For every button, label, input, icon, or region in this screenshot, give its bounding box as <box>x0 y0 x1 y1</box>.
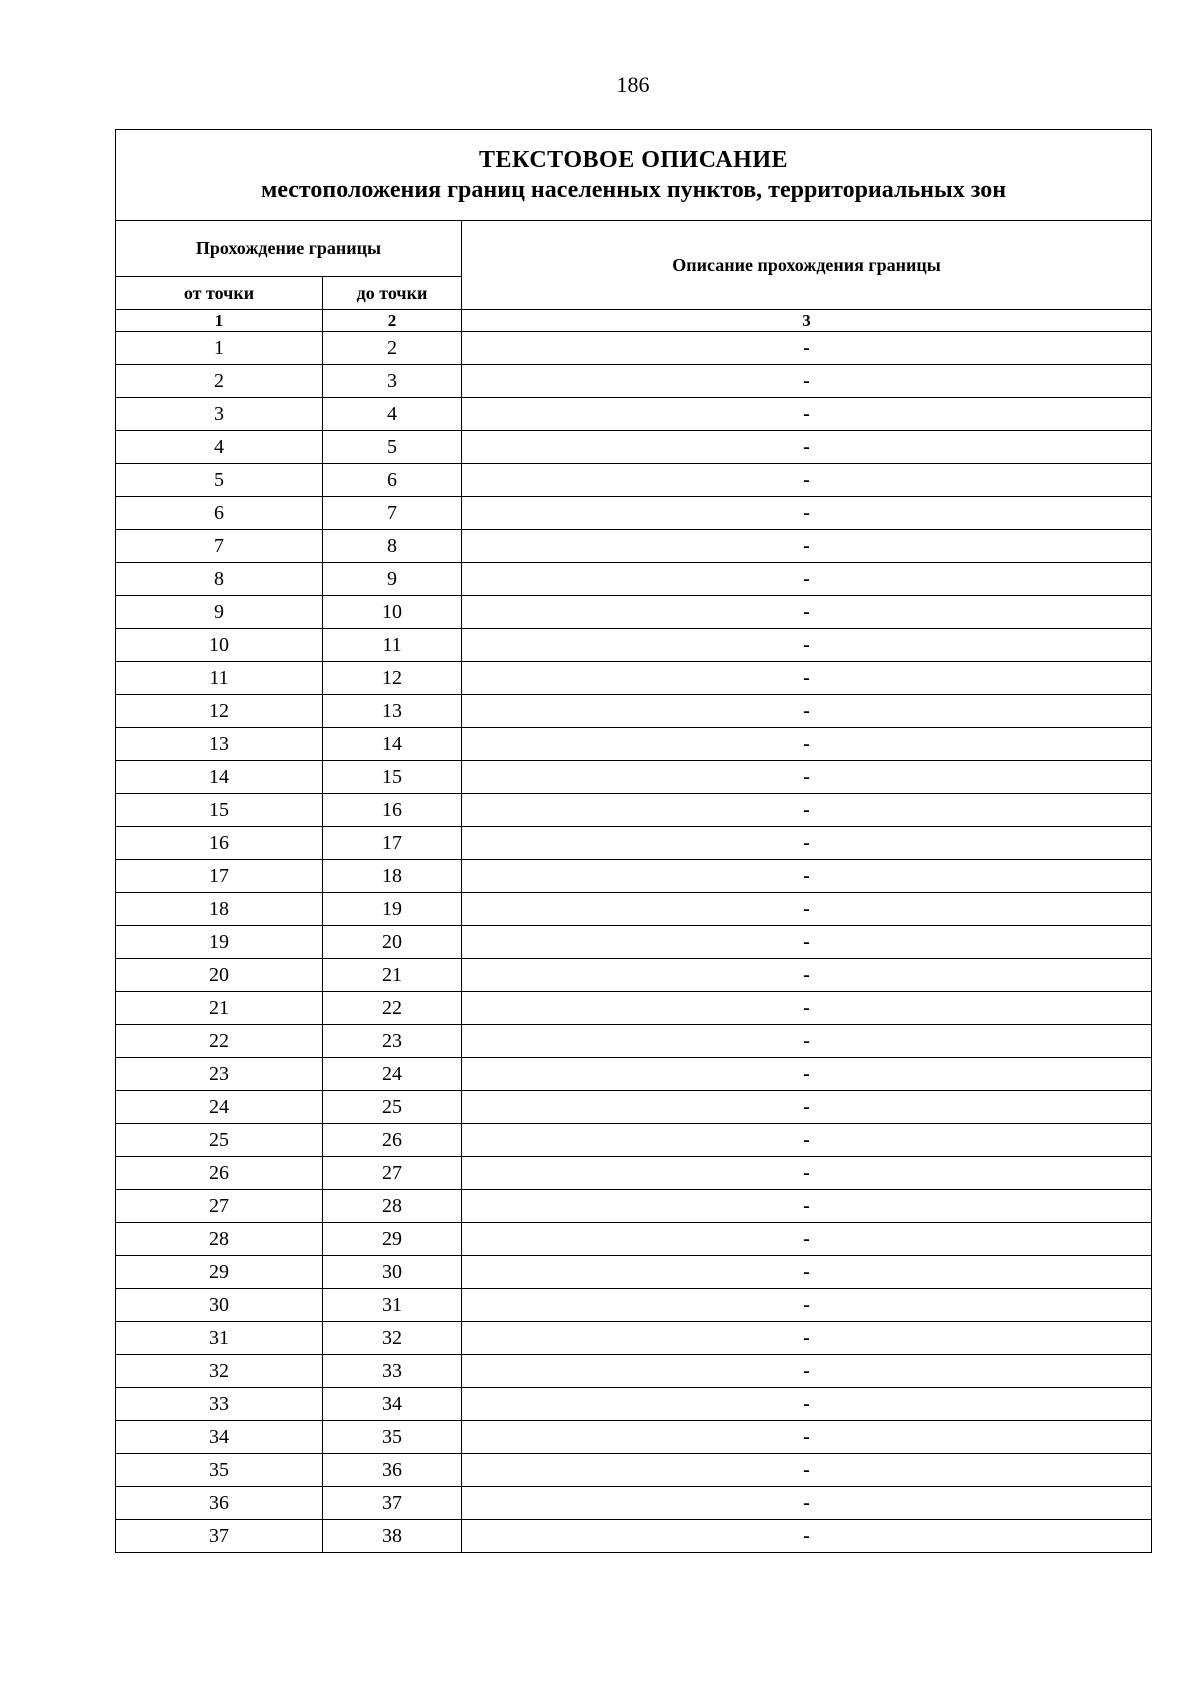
description-cell: - <box>462 1355 1152 1388</box>
table-row <box>116 332 1152 365</box>
table-row <box>116 1124 1152 1157</box>
boundary-table <box>115 129 1152 1553</box>
description-cell: - <box>462 365 1152 398</box>
table-row <box>116 1157 1152 1190</box>
description-cell: - <box>462 662 1152 695</box>
to-point-cell: 14 <box>323 728 462 761</box>
to-point-cell: 8 <box>323 530 462 563</box>
from-point-cell: 4 <box>116 431 323 464</box>
description-cell: - <box>462 1388 1152 1421</box>
to-point-cell: 16 <box>323 794 462 827</box>
description-cell: - <box>462 1091 1152 1124</box>
from-point-cell: 28 <box>116 1223 323 1256</box>
table-title-cell <box>116 130 1152 221</box>
table-row <box>116 728 1152 761</box>
table-row <box>116 662 1152 695</box>
description-cell: - <box>462 1421 1152 1454</box>
description-cell: - <box>462 431 1152 464</box>
from-point-cell: 17 <box>116 860 323 893</box>
to-point-cell: 9 <box>323 563 462 596</box>
table-row <box>116 365 1152 398</box>
table-row <box>116 1388 1152 1421</box>
description-cell: - <box>462 464 1152 497</box>
to-point-cell: 4 <box>323 398 462 431</box>
description-cell: - <box>462 794 1152 827</box>
description-cell: - <box>462 596 1152 629</box>
table-row <box>116 497 1152 530</box>
table-row <box>116 761 1152 794</box>
description-cell: - <box>462 332 1152 365</box>
document-subtitle: местоположения границ населенных пунктов, территориальных зон <box>260 177 1007 203</box>
description-cell: - <box>462 992 1152 1025</box>
to-point-cell: 7 <box>323 497 462 530</box>
description-cell: - <box>462 398 1152 431</box>
table-row <box>116 1322 1152 1355</box>
to-point-cell: 13 <box>323 695 462 728</box>
to-point-cell: 33 <box>323 1355 462 1388</box>
from-point-cell: 11 <box>116 662 323 695</box>
document-title: ТЕКСТОВОЕ ОПИСАНИЕ <box>479 147 789 173</box>
description-cell: - <box>462 1289 1152 1322</box>
from-point-cell: 21 <box>116 992 323 1025</box>
from-point-cell: 29 <box>116 1256 323 1289</box>
to-point-cell: 15 <box>323 761 462 794</box>
from-point-cell: 26 <box>116 1157 323 1190</box>
description-cell: - <box>462 827 1152 860</box>
from-point-cell: 15 <box>116 794 323 827</box>
from-point-cell: 13 <box>116 728 323 761</box>
table-row <box>116 827 1152 860</box>
to-point-cell: 29 <box>323 1223 462 1256</box>
boundary-description-document <box>115 129 1151 1553</box>
to-point-cell: 21 <box>323 959 462 992</box>
description-cell: - <box>462 1025 1152 1058</box>
table-row <box>116 1190 1152 1223</box>
to-point-cell: 32 <box>323 1322 462 1355</box>
description-cell: - <box>462 1454 1152 1487</box>
table-row <box>116 1487 1152 1520</box>
from-point-cell: 27 <box>116 1190 323 1223</box>
from-point-cell: 34 <box>116 1421 323 1454</box>
description-cell: - <box>462 959 1152 992</box>
from-point-cell: 22 <box>116 1025 323 1058</box>
from-point-cell: 1 <box>116 332 323 365</box>
table-row <box>116 794 1152 827</box>
to-point-cell: 3 <box>323 365 462 398</box>
table-row <box>116 431 1152 464</box>
from-point-cell: 7 <box>116 530 323 563</box>
to-point-cell: 19 <box>323 893 462 926</box>
to-point-cell: 23 <box>323 1025 462 1058</box>
description-cell: - <box>462 926 1152 959</box>
description-cell: - <box>462 728 1152 761</box>
table-row <box>116 1025 1152 1058</box>
description-cell: - <box>462 1124 1152 1157</box>
to-point-cell: 28 <box>323 1190 462 1223</box>
to-point-cell: 34 <box>323 1388 462 1421</box>
from-point-cell: 5 <box>116 464 323 497</box>
header-description: Описание прохождения границы <box>462 221 1152 310</box>
table-row <box>116 530 1152 563</box>
to-point-cell: 18 <box>323 860 462 893</box>
description-cell: - <box>462 1256 1152 1289</box>
to-point-cell: 5 <box>323 431 462 464</box>
table-row <box>116 1454 1152 1487</box>
from-point-cell: 32 <box>116 1355 323 1388</box>
description-cell: - <box>462 1223 1152 1256</box>
to-point-cell: 2 <box>323 332 462 365</box>
description-cell: - <box>462 1190 1152 1223</box>
header-to-point: до точки <box>323 277 462 310</box>
description-cell: - <box>462 530 1152 563</box>
to-point-cell: 25 <box>323 1091 462 1124</box>
to-point-cell: 35 <box>323 1421 462 1454</box>
table-row <box>116 629 1152 662</box>
description-cell: - <box>462 1322 1152 1355</box>
table-row <box>116 1520 1152 1553</box>
table-row <box>116 1289 1152 1322</box>
from-point-cell: 33 <box>116 1388 323 1421</box>
from-point-cell: 20 <box>116 959 323 992</box>
to-point-cell: 31 <box>323 1289 462 1322</box>
from-point-cell: 30 <box>116 1289 323 1322</box>
column-number-1: 1 <box>116 310 323 332</box>
column-number-2: 2 <box>323 310 462 332</box>
table-row <box>116 1223 1152 1256</box>
from-point-cell: 10 <box>116 629 323 662</box>
from-point-cell: 37 <box>116 1520 323 1553</box>
to-point-cell: 26 <box>323 1124 462 1157</box>
table-row <box>116 398 1152 431</box>
table-row <box>116 464 1152 497</box>
description-cell: - <box>462 629 1152 662</box>
header-from-point: от точки <box>116 277 323 310</box>
table-row <box>116 1421 1152 1454</box>
description-cell: - <box>462 893 1152 926</box>
to-point-cell: 22 <box>323 992 462 1025</box>
description-cell: - <box>462 563 1152 596</box>
to-point-cell: 24 <box>323 1058 462 1091</box>
from-point-cell: 25 <box>116 1124 323 1157</box>
to-point-cell: 12 <box>323 662 462 695</box>
table-row <box>116 860 1152 893</box>
description-cell: - <box>462 497 1152 530</box>
description-cell: - <box>462 1520 1152 1553</box>
header-boundary-passage: Прохождение границы <box>116 221 462 277</box>
to-point-cell: 37 <box>323 1487 462 1520</box>
from-point-cell: 6 <box>116 497 323 530</box>
column-number-3: 3 <box>462 310 1152 332</box>
from-point-cell: 3 <box>116 398 323 431</box>
from-point-cell: 35 <box>116 1454 323 1487</box>
from-point-cell: 36 <box>116 1487 323 1520</box>
table-row <box>116 1256 1152 1289</box>
table-row <box>116 563 1152 596</box>
table-row <box>116 926 1152 959</box>
from-point-cell: 2 <box>116 365 323 398</box>
table-row <box>116 959 1152 992</box>
to-point-cell: 10 <box>323 596 462 629</box>
table-row <box>116 992 1152 1025</box>
to-point-cell: 17 <box>323 827 462 860</box>
description-cell: - <box>462 695 1152 728</box>
page-number: 186 <box>616 72 650 97</box>
to-point-cell: 30 <box>323 1256 462 1289</box>
description-cell: - <box>462 761 1152 794</box>
from-point-cell: 14 <box>116 761 323 794</box>
table-row <box>116 1058 1152 1091</box>
from-point-cell: 24 <box>116 1091 323 1124</box>
to-point-cell: 27 <box>323 1157 462 1190</box>
description-cell: - <box>462 1058 1152 1091</box>
table-row <box>116 1355 1152 1388</box>
table-row <box>116 695 1152 728</box>
table-row <box>116 596 1152 629</box>
from-point-cell: 31 <box>116 1322 323 1355</box>
from-point-cell: 23 <box>116 1058 323 1091</box>
description-cell: - <box>462 860 1152 893</box>
to-point-cell: 6 <box>323 464 462 497</box>
from-point-cell: 19 <box>116 926 323 959</box>
from-point-cell: 12 <box>116 695 323 728</box>
table-row <box>116 893 1152 926</box>
to-point-cell: 38 <box>323 1520 462 1553</box>
from-point-cell: 9 <box>116 596 323 629</box>
to-point-cell: 11 <box>323 629 462 662</box>
to-point-cell: 20 <box>323 926 462 959</box>
table-body <box>116 332 1152 1553</box>
from-point-cell: 18 <box>116 893 323 926</box>
description-cell: - <box>462 1157 1152 1190</box>
description-cell: - <box>462 1487 1152 1520</box>
from-point-cell: 16 <box>116 827 323 860</box>
from-point-cell: 8 <box>116 563 323 596</box>
to-point-cell: 36 <box>323 1454 462 1487</box>
table-row <box>116 1091 1152 1124</box>
